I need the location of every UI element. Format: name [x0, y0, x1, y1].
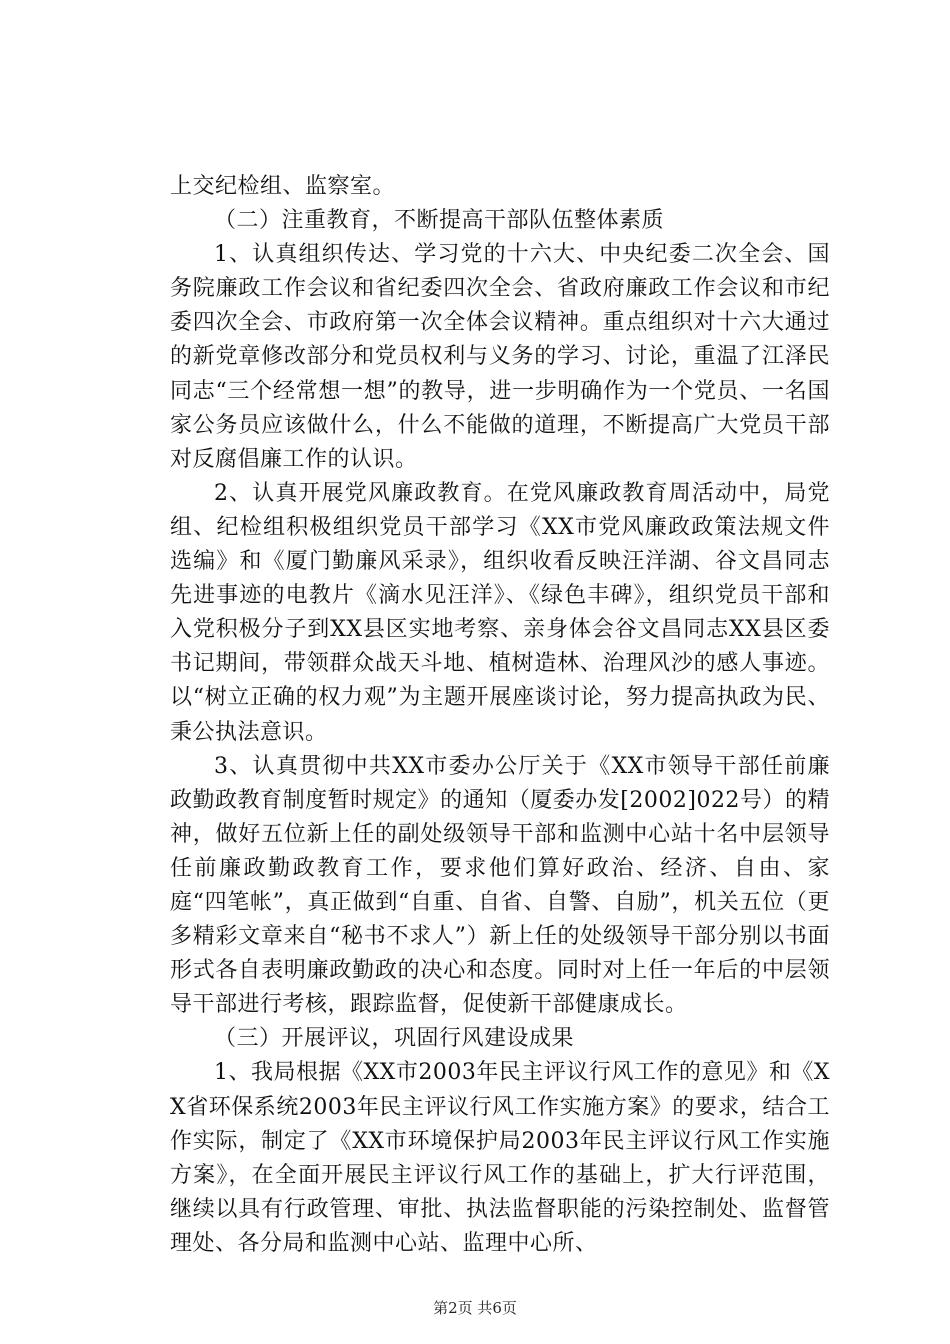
paragraph-2-3: 3、认真贯彻中共XX市委办公厅关于《XX市领导干部任前廉政勤政教育制度暂时规定》的通知（厦委办发[2002]022号）的精神，做好五位新上任的副处级领导干部和监测中心站十名中层领导任前廉政勤政教育工作，要求他们算好政治、经济、自由、家庭“四笔帐”，真正做到“自重、自省、自警、自励”，机关五位（更多精彩文章来自“秘书不求人”）新上任的处级领导干部分别以书面形式各自表明廉政勤政的决心和态度。同时对上任一年后的中层领导干部进行考核，跟踪监督，促使新干部健康成长。 — [170, 753, 830, 1018]
section-heading-3: （三）开展评议，巩固行风建设成果 — [214, 1026, 575, 1052]
page-footer: 第2页 共6页 — [433, 1299, 517, 1317]
paragraph-2-1: 1、认真组织传达、学习党的十六大、中央纪委二次全会、国务院廉政工作会议和省纪委四次全会、省政府廉政工作会议和市纪委四次全会、市政府第一次全体会议精神。重点组织对十六大通过的新党章修改部分和党员权利与义务的学习、讨论，重温了江泽民同志“三个经常想一想”的教导，进一步明确作为一个党员、一名国家公务员应该做什么，什么不能做的道理，不断提高广大党员干部对反腐倡廉工作的认识。 — [170, 242, 830, 472]
document-body — [170, 170, 830, 1261]
paragraph-3-1: 1、我局根据《XX市2003年民主评议行风工作的意见》和《XX省环保系统2003年民主评议行风工作实施方案》的要求，结合工作实际，制定了《XX市环境保护局2003年民主评议行风工作实施方案》，在全面开展民主评议行风工作的基础上，扩大行评范围，继续以具有行政管理、审批、执法监督职能的污染控制处、监督管理处、各分局和监测中心站、监理中心所、 — [170, 1060, 830, 1256]
paragraph-0: 上交纪检组、监察室。 — [170, 174, 396, 199]
paragraph-2-2: 2、认真开展党风廉政教育。在党风廉政教育周活动中，局党组、纪检组积极组织党员干部学习《XX市党风廉政政策法规文件选编》和《厦门勤廉风采录》，组织收看反映汪洋湖、谷文昌同志先进事迹的电教片《滴水见汪洋》、《绿色丰碑》，组织党员干部和入党积极分子到XX县区实地考察、亲身体会谷文昌同志XX县区委书记期间，带领群众战天斗地、植树造林、治理风沙的感人事迹。以“树立正确的权力观”为主题开展座谈讨论，努力提高执政为民、秉公执法意识。 — [170, 480, 830, 745]
section-heading-2: （二）注重教育，不断提高干部队伍整体素质 — [214, 208, 665, 234]
